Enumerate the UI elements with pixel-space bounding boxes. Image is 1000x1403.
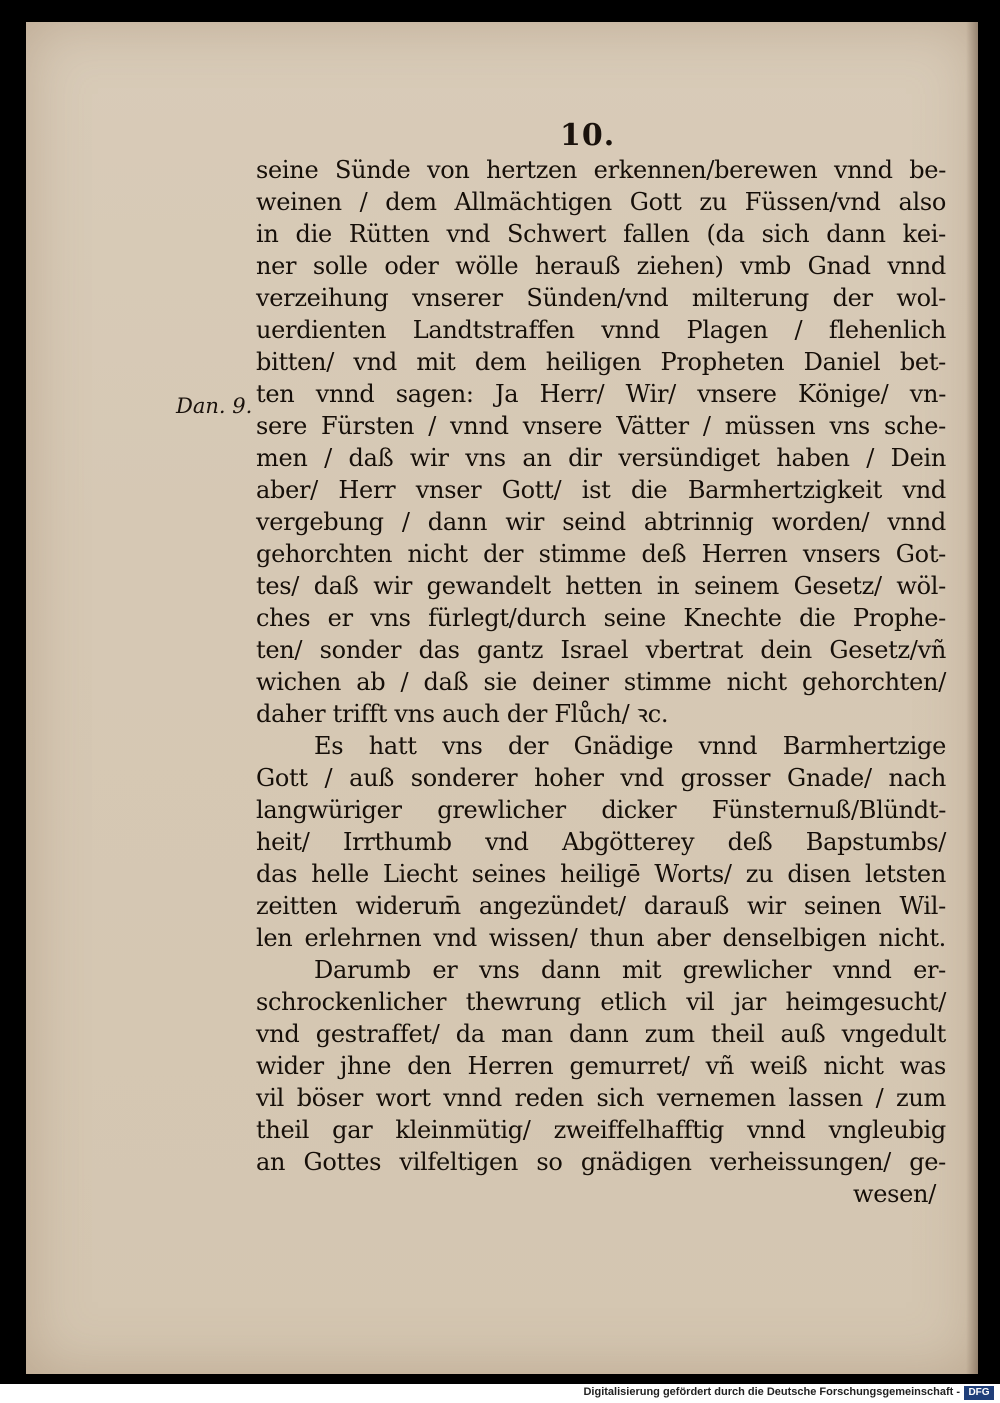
text-line: wider jhne den Herren gemurret/ vñ weiß nicht was	[256, 1052, 946, 1080]
text-line: gehorchten nicht der stimme deß Herren vnsers Got-	[256, 540, 946, 568]
text-line: vergebung / dann wir seind abtrinnig worden/ vnnd	[256, 508, 946, 536]
footer-bar	[0, 1384, 1000, 1403]
text-line: vnd gestraffet/ da man dann zum theil auß vngedult	[256, 1020, 946, 1048]
text-line: theil gar kleinmütig/ zweiffelhafftig vnnd vngleubig	[256, 1116, 946, 1144]
dfg-logo-icon: DFG	[964, 1386, 994, 1400]
text-line: ner solle oder wölle herauß ziehen) vmb Gnad vnnd	[256, 252, 946, 280]
text-line: ten/ sonder das gantz Israel vbertrat dein Gesetz/vñ	[256, 636, 946, 664]
text-line: seine Sünde von hertzen erkennen/berewen vnnd be-	[256, 156, 946, 184]
funding-credit: Digitalisierung gefördert durch die Deutsche Forschungsgemeinschaft -	[583, 1386, 960, 1398]
text-line: len erlehrnen vnd wissen/ thun aber denselbigen nicht.	[256, 924, 946, 952]
text-line: das helle Liecht seines heiligē Worts/ zu disen letsten	[256, 860, 946, 888]
text-line: bitten/ vnd mit dem heiligen Propheten Daniel bet-	[256, 348, 946, 376]
text-line: men / daß wir vns an dir versündiget haben / Dein	[256, 444, 946, 472]
text-line: wichen ab / daß sie deiner stimme nicht gehorchten/	[256, 668, 946, 696]
text-line: heit/ Irrthumb vnd Abgötterey deß Bapstumbs/	[256, 828, 946, 856]
text-line: vil böser wort vnnd reden sich vernemen lassen / zum	[256, 1084, 946, 1112]
page-edge-shadow	[966, 22, 978, 1374]
text-line: aber/ Herr vnser Gott/ ist die Barmhertzigkeit vnd	[256, 476, 946, 504]
text-line: ten vnnd sagen: Ja Herr/ Wir/ vnsere Könige/ vn-	[256, 380, 946, 408]
page-number: 10.	[560, 118, 616, 153]
text-line: sere Fürsten / vnnd vnsere Vätter / müssen vns sche-	[256, 412, 946, 440]
text-line: an Gottes vilfeltigen so gnädigen verheissungen/ ge-	[256, 1148, 946, 1176]
text-line: Darumb er vns dann mit grewlicher vnnd er-	[314, 956, 946, 984]
text-line: schrockenlicher thewrung etlich vil jar heimgesucht/	[256, 988, 946, 1016]
text-line: weinen / dem Allmächtigen Gott zu Füssen/vnd also	[256, 188, 946, 216]
text-line: wesen/	[852, 1180, 936, 1208]
text-line: ches er vns fürlegt/durch seine Knechte die Prophe-	[256, 604, 946, 632]
text-line: langwüriger grewlicher dicker Fünsternuß/Blündt-	[256, 796, 946, 824]
text-line: daher trifft vns auch der Flůch/ ꝛc.	[256, 700, 669, 728]
text-line: Es hatt vns der Gnädige vnnd Barmhertzige	[314, 732, 946, 760]
text-line: uerdienten Landtstraffen vnnd Plagen / flehenlich	[256, 316, 946, 344]
text-line: tes/ daß wir gewandelt hetten in seinem Gesetz/ wöl-	[256, 572, 946, 600]
text-line: zeitten widerum̄ angezündet/ darauß wir seinen Wil-	[256, 892, 946, 920]
margin-note: Dan. 9.	[176, 394, 253, 418]
text-line: in die Rütten vnd Schwert fallen (da sich dann kei-	[256, 220, 946, 248]
text-line: Gott / auß sonderer hoher vnd grosser Gnade/ nach	[256, 764, 946, 792]
book-page	[26, 22, 978, 1374]
text-line: verzeihung vnserer Sünden/vnd milterung der wol-	[256, 284, 946, 312]
text-block	[256, 154, 946, 1210]
